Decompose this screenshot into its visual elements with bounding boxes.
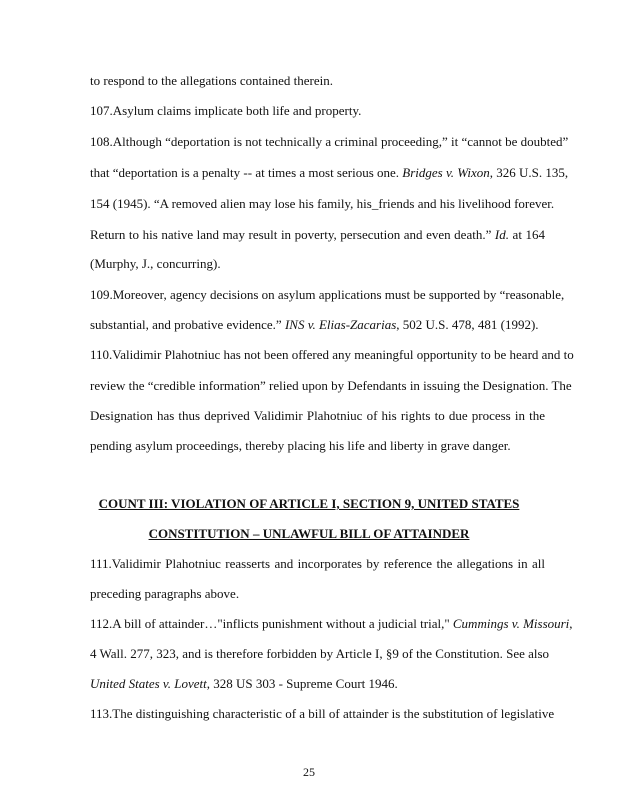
paragraph-111: 111.Validimir Plahotniuc reasserts and incorporates by reference the allegations in all xyxy=(90,556,545,571)
page-number: 25 xyxy=(303,765,315,779)
text-line: preceding paragraphs above. xyxy=(90,586,240,601)
text-span: substantial, and probative evidence.” xyxy=(90,317,285,332)
text-span: at 164 xyxy=(509,227,545,242)
text-line xyxy=(90,165,569,180)
text-span: , 326 U.S. 135, xyxy=(489,165,569,180)
text-span: that “deportation is a penalty -- at times a most serious one. xyxy=(90,165,403,180)
text-line: (Murphy, J., concurring). xyxy=(90,256,221,271)
paragraph-109: 109.Moreover, agency decisions on asylum applications must be supported by “reasonable, xyxy=(90,287,565,302)
paragraph-112 xyxy=(90,616,573,631)
case-citation: Bridges v. Wixon xyxy=(402,165,490,180)
text-span: Return to his native land may result in poverty, persecution and even death.” xyxy=(90,227,495,242)
case-citation: INS v. Elias-Zacarias xyxy=(284,317,397,332)
text-span: 112.A bill of attainder…"inflicts punishment without a judicial trial," xyxy=(90,616,453,631)
paragraph-108: 108.Although “deportation is not technically a criminal proceeding,” it “cannot be doubted” xyxy=(90,134,569,149)
text-line: pending asylum proceedings, thereby placing his life and liberty in grave danger. xyxy=(90,438,511,453)
text-span: , 502 U.S. 478, 481 (1992). xyxy=(396,317,539,332)
paragraph-110: 110.Validimir Plahotniuc has not been offered any meaningful opportunity to be heard and to xyxy=(90,347,574,362)
text-line xyxy=(90,676,398,691)
case-citation: Id. xyxy=(494,227,509,242)
count-heading-subtitle: CONSTITUTION – UNLAWFUL BILL OF ATTAINDER xyxy=(148,526,470,541)
paragraph-107: 107.Asylum claims implicate both life and property. xyxy=(90,103,362,118)
text-line xyxy=(90,317,539,332)
text-line: to respond to the allegations contained therein. xyxy=(90,73,333,88)
text-line: 154 (1945). “A removed alien may lose his family, his_friends and his livelihood forever. xyxy=(90,196,555,211)
text-line: Designation has thus deprived Validimir Plahotniuc of his rights to due process in the xyxy=(90,408,545,423)
text-span: , 328 US 303 - Supreme Court 1946. xyxy=(206,676,398,691)
case-citation: Cummings v. Missouri xyxy=(452,616,570,631)
case-citation: United States v. Lovett xyxy=(90,676,207,691)
text-line: 4 Wall. 277, 323, and is therefore forbidden by Article I, §9 of the Constitution. See also xyxy=(90,646,550,661)
text-span: , xyxy=(569,616,573,631)
text-line: review the “credible information” relied upon by Defendants in issuing the Designation. The xyxy=(90,378,572,393)
text-line xyxy=(90,227,545,242)
count-heading: COUNT III: VIOLATION OF ARTICLE I, SECTION 9, UNITED STATES xyxy=(98,496,520,511)
paragraph-113: 113.The distinguishing characteristic of a bill of attainder is the substitution of legislative xyxy=(90,706,555,721)
